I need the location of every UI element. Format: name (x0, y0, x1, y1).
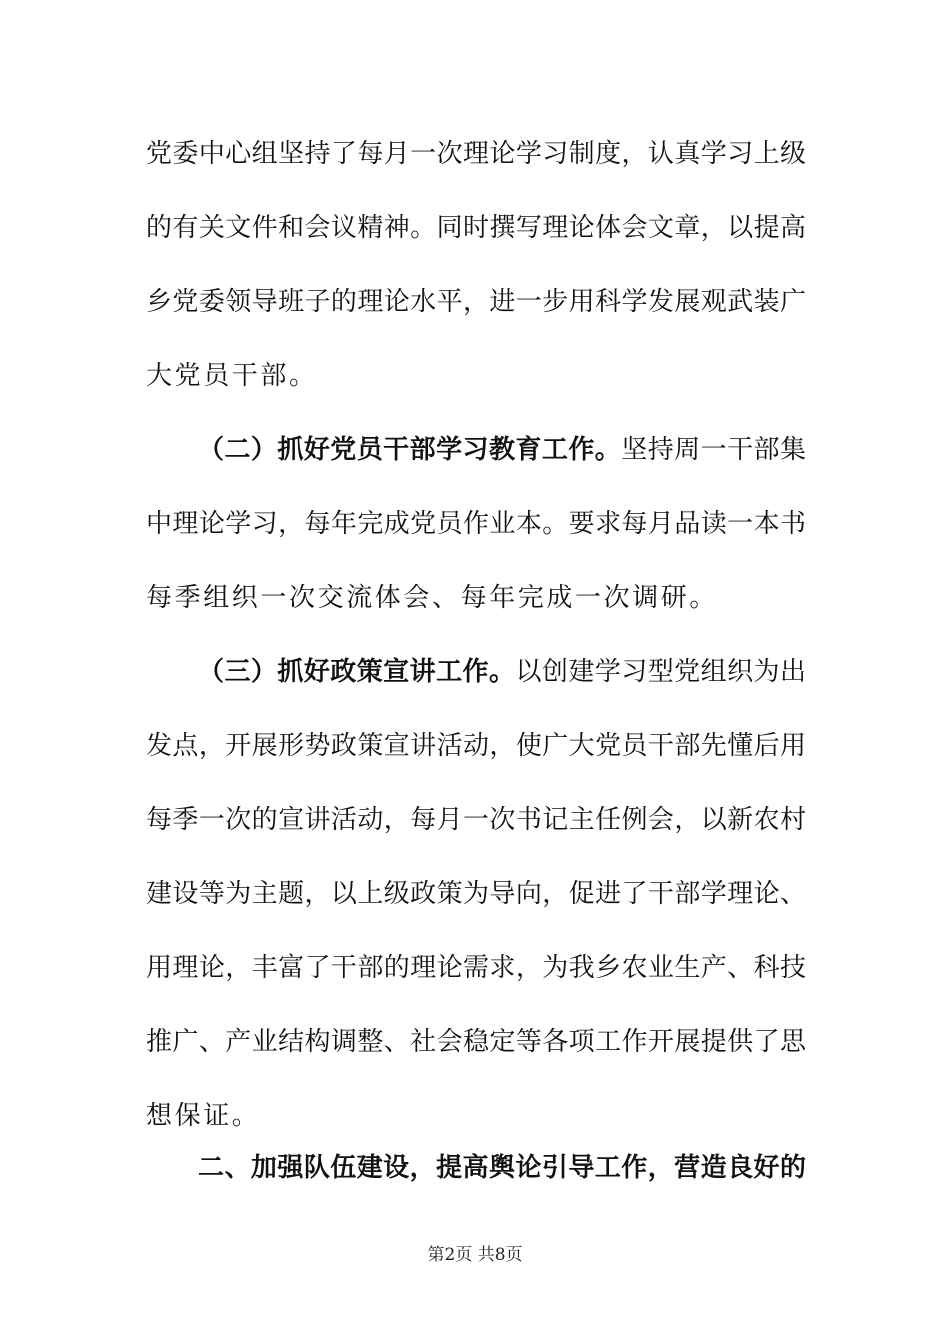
paragraph-line (198, 430, 806, 470)
paragraph-line (198, 652, 806, 692)
paragraph-line: 发点，开展形势政策宣讲活动，使广大党员干部先懂后用 (146, 731, 806, 761)
paragraph-line: 用理论，丰富了干部的理论需求，为我乡农业生产、科技 (146, 953, 806, 983)
paragraph-line: 党委中心组坚持了每月一次理论学习制度，认真学习上级 (146, 139, 806, 169)
paragraph-line: 的有关文件和会议精神。同时撰写理论体会文章，以提高 (146, 213, 806, 243)
paragraph-line: 中理论学习，每年完成党员作业本。要求每月品读一本书 (146, 509, 806, 539)
paragraph-line: 推广、产业结构调整、社会稳定等各项工作开展提供了思 (146, 1027, 806, 1057)
paragraph-line: 想保证。 (146, 1101, 261, 1131)
paragraph-text: 坚持周一干部集 (621, 435, 806, 465)
paragraph-line: 大党员干部。 (146, 361, 318, 391)
section-heading: 二、加强队伍建设，提高舆论引导工作，营造良好的 (198, 1153, 806, 1183)
paragraph-line: 建设等为主题，以上级政策为导向，促进了干部学理论、 (146, 879, 806, 909)
page-number-footer: 第2页 共8页 (427, 1245, 523, 1265)
paragraph-line: 乡党委领导班子的理论水平，进一步用科学发展观武装广 (146, 287, 806, 317)
section-heading: （二）抓好党员干部学习教育工作。 (198, 435, 622, 465)
paragraph-text: 以创建学习型党组织为出 (515, 657, 806, 687)
paragraph-line: 每季组织一次交流体会、每年完成一次调研。 (146, 583, 719, 613)
paragraph-line: 每季一次的宣讲活动，每月一次书记主任例会，以新农村 (146, 805, 806, 835)
section-heading: （三）抓好政策宣讲工作。 (198, 657, 516, 687)
